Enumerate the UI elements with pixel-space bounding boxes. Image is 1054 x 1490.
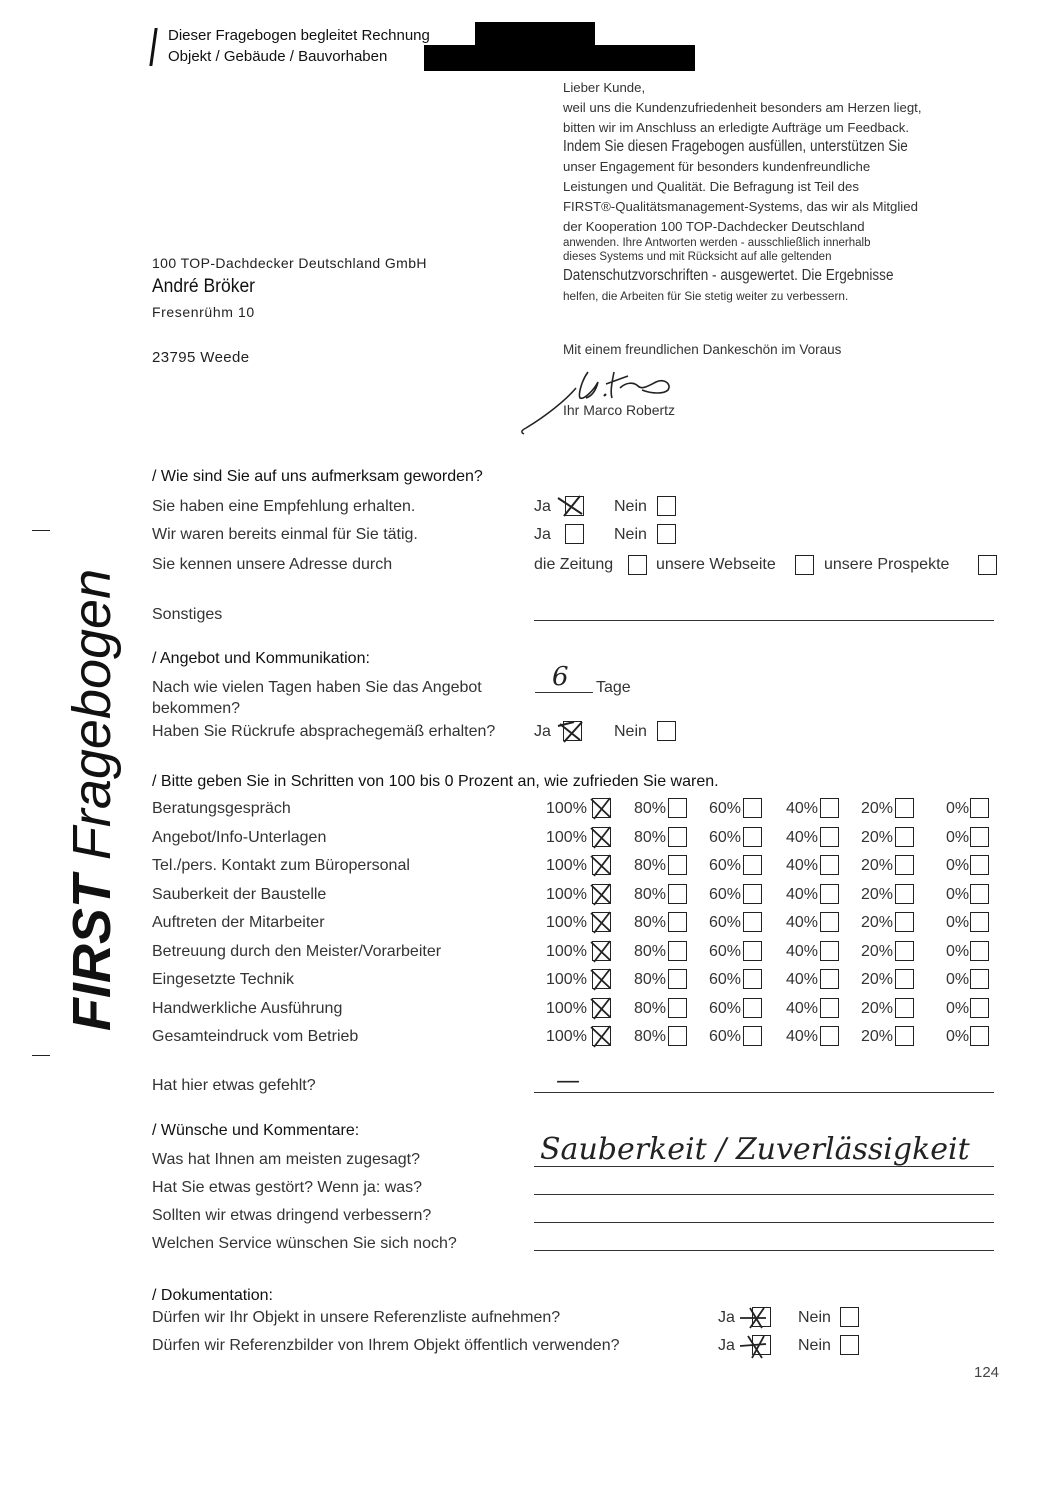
rating-checkbox[interactable] [970, 827, 989, 847]
rating-row-label: Betreuung durch den Meister/Vorarbeiter [152, 943, 442, 960]
sonstiges-label: Sonstiges [152, 606, 223, 623]
section-heading-kommentare: / Wünsche und Kommentare: [152, 1122, 360, 1139]
rating-checkbox[interactable] [895, 1026, 914, 1046]
rating-level-label: 80% [634, 886, 667, 903]
rating-level-label: 20% [861, 1028, 894, 1045]
rating-checkbox[interactable] [820, 827, 839, 847]
rating-level-label: 100% [546, 943, 587, 960]
rating-row-label: Tel./pers. Kontakt zum Büropersonal [152, 857, 410, 874]
rating-level-label: 100% [546, 914, 587, 931]
rating-checkbox[interactable] [743, 998, 762, 1018]
letter-line: FIRST®-Qualitätsmanagement-Systems, das wir als Mitglied [563, 198, 918, 214]
letter-body [563, 78, 1033, 305]
section-heading-dokumentation: / Dokumentation: [152, 1287, 273, 1304]
section-heading-angebot: / Angebot und Kommunikation: [152, 650, 370, 667]
rating-level-label: 20% [861, 886, 894, 903]
rating-level-label: 20% [861, 1000, 894, 1017]
letter-line: der Kooperation 100 TOP-Dachdecker Deutschland [563, 218, 865, 234]
rating-level-label: 40% [786, 1028, 819, 1045]
check-mark-x [588, 1023, 614, 1049]
rating-checkbox[interactable] [668, 912, 687, 932]
rating-level-label: 100% [546, 1028, 587, 1045]
rating-checkbox[interactable] [820, 798, 839, 818]
section-heading-zufriedenheit: / Bitte geben Sie in Schritten von 100 bis 0 Prozent an, wie zufrieden Sie waren. [152, 773, 719, 790]
ja-label: Ja [718, 1309, 735, 1326]
rating-level-label: 0% [946, 829, 970, 846]
rating-checkbox[interactable] [668, 798, 687, 818]
rating-checkbox[interactable] [895, 827, 914, 847]
ja-label: Ja [718, 1337, 735, 1354]
rating-level-label: 100% [546, 857, 587, 874]
rating-level-label: 0% [946, 1028, 970, 1045]
rating-level-label: 80% [634, 971, 667, 988]
check-mark-x [588, 852, 614, 878]
question-verbessern: Sollten wir etwas dringend verbessern? [152, 1207, 432, 1224]
checkbox-referenzliste-nein[interactable] [840, 1307, 859, 1327]
rating-checkbox[interactable] [743, 912, 762, 932]
gestoert-input-line[interactable] [534, 1194, 994, 1195]
rating-level-label: 80% [634, 1028, 667, 1045]
rating-level-label: 60% [709, 1000, 742, 1017]
rating-level-label: 0% [946, 886, 970, 903]
rating-checkbox[interactable] [970, 855, 989, 875]
rating-checkbox[interactable] [970, 884, 989, 904]
check-mark-x [736, 1304, 774, 1330]
letter-line: dieses Systems und mit Rücksicht auf alle geltenden [563, 251, 832, 264]
redaction-object [424, 45, 695, 71]
rating-level-label: 40% [786, 829, 819, 846]
question-gefehlt: Hat hier etwas gefehlt? [152, 1077, 316, 1094]
rating-level-label: 100% [546, 800, 587, 817]
question-bereits-taetig: Wir waren bereits einmal für Sie tätig. [152, 526, 418, 543]
nein-label: Nein [614, 723, 647, 740]
rating-checkbox[interactable] [743, 941, 762, 961]
rating-level-label: 0% [946, 1000, 970, 1017]
rating-level-label: 40% [786, 886, 819, 903]
rating-level-label: 80% [634, 943, 667, 960]
rating-level-label: 80% [634, 1000, 667, 1017]
signature [516, 360, 686, 436]
rating-level-label: 100% [546, 829, 587, 846]
rating-checkbox[interactable] [970, 1026, 989, 1046]
rating-checkbox[interactable] [820, 969, 839, 989]
ja-label: Ja [534, 723, 551, 740]
rating-checkbox[interactable] [820, 1026, 839, 1046]
rating-level-label: 20% [861, 857, 894, 874]
rating-level-label: 20% [861, 829, 894, 846]
side-title [61, 569, 123, 1031]
nein-label: Nein [614, 526, 647, 543]
rating-checkbox[interactable] [668, 884, 687, 904]
rating-level-label: 40% [786, 914, 819, 931]
section-heading-aufmerksam: / Wie sind Sie auf uns aufmerksam geworden? [152, 468, 483, 485]
option-zeitung-label: die Zeitung [534, 556, 614, 573]
rating-row-label: Auftreten der Mitarbeiter [152, 914, 325, 931]
rating-checkbox[interactable] [743, 884, 762, 904]
check-mark-x [588, 995, 614, 1021]
rating-level-label: 20% [861, 800, 894, 817]
option-prospekte-label: unsere Prospekte [824, 556, 950, 573]
rating-checkbox[interactable] [668, 827, 687, 847]
rating-level-label: 100% [546, 1000, 587, 1017]
letter-line: weil uns die Kundenzufriedenheit besonders am Herzen liegt, [563, 99, 922, 115]
rating-checkbox[interactable] [970, 912, 989, 932]
side-title-bold: FIRST [62, 875, 122, 1032]
check-mark-x [556, 718, 586, 744]
header-slash [149, 28, 157, 66]
option-webseite-label: unsere Webseite [656, 556, 776, 573]
sender-street: Fresenrühm 10 [152, 304, 255, 320]
nein-label: Nein [798, 1337, 831, 1354]
rating-checkbox[interactable] [970, 998, 989, 1018]
rating-row-label: Sauberkeit der Baustelle [152, 886, 327, 903]
rating-level-label: 80% [634, 914, 667, 931]
rating-level-label: 100% [546, 971, 587, 988]
checkbox-zeitung[interactable] [628, 555, 647, 575]
checkbox-empfehlung-nein[interactable] [657, 496, 676, 516]
service-input-line[interactable] [534, 1250, 994, 1251]
rating-checkbox[interactable] [820, 884, 839, 904]
ja-label: Ja [534, 498, 551, 515]
letter-line: Lieber Kunde, [563, 80, 646, 95]
letter-line: unser Engagement für besonders kundenfreundliche [563, 159, 871, 175]
side-title-light: Fragebogen [62, 568, 122, 876]
rating-level-label: 60% [709, 1028, 742, 1045]
check-mark-x [736, 1332, 774, 1360]
rating-checkbox[interactable] [895, 998, 914, 1018]
rating-level-label: 100% [546, 886, 587, 903]
rating-checkbox[interactable] [820, 912, 839, 932]
side-tick-top [32, 530, 50, 531]
zugesagt-input-line[interactable] [534, 1166, 994, 1167]
letter-thanks: Mit einem freundlichen Dankeschön im Voraus [563, 342, 842, 357]
rating-level-label: 60% [709, 971, 742, 988]
rating-level-label: 20% [861, 943, 894, 960]
rating-level-label: 20% [861, 914, 894, 931]
side-tick-bottom [32, 1055, 50, 1056]
rating-checkbox[interactable] [970, 969, 989, 989]
check-mark-x [588, 881, 614, 907]
rating-level-label: 80% [634, 800, 667, 817]
question-zugesagt: Was hat Ihnen am meisten zugesagt? [152, 1151, 420, 1168]
rating-checkbox[interactable] [743, 855, 762, 875]
rating-checkbox[interactable] [668, 941, 687, 961]
sender-company: 100 TOP-Dachdecker Deutschland GmbH [152, 255, 427, 271]
rating-checkbox[interactable] [970, 941, 989, 961]
header-invoice-label: Dieser Fragebogen begleitet Rechnung [168, 27, 430, 44]
rating-level-label: 0% [946, 914, 970, 931]
rating-level-label: 40% [786, 971, 819, 988]
letter-line: helfen, die Arbeiten für Sie stetig weiter zu verbessern. [563, 289, 849, 304]
rating-level-label: 60% [709, 857, 742, 874]
rating-checkbox[interactable] [820, 941, 839, 961]
rating-row-label: Handwerkliche Ausführung [152, 1000, 343, 1017]
rating-checkbox[interactable] [820, 855, 839, 875]
question-service: Welchen Service wünschen Sie sich noch? [152, 1235, 457, 1252]
letter-line: Indem Sie diesen Fragebogen ausfüllen, unterstützen Sie [563, 138, 908, 156]
rating-level-label: 40% [786, 1000, 819, 1017]
rating-row-label: Angebot/Info-Unterlagen [152, 829, 327, 846]
rating-level-label: 60% [709, 914, 742, 931]
days-input-line[interactable] [535, 692, 593, 693]
rating-level-label: 0% [946, 943, 970, 960]
check-mark-x [588, 966, 614, 992]
checkbox-webseite[interactable] [795, 555, 814, 575]
checkbox-bereits-nein[interactable] [657, 524, 676, 544]
rating-row-label: Gesamteindruck vom Betrieb [152, 1028, 359, 1045]
rating-checkbox[interactable] [743, 1026, 762, 1046]
checkbox-bereits-ja[interactable] [565, 524, 584, 544]
sonstiges-input-line[interactable] [534, 620, 994, 621]
rating-checkbox[interactable] [895, 969, 914, 989]
rating-checkbox[interactable] [895, 855, 914, 875]
checkbox-rueckrufe-nein[interactable] [657, 721, 676, 741]
nein-label: Nein [614, 498, 647, 515]
ja-label: Ja [534, 526, 551, 543]
check-mark-x [588, 824, 614, 850]
page-number: 124 [974, 1364, 1000, 1381]
letter-signoff: Ihr Marco Robertz [563, 402, 676, 418]
nein-label: Nein [798, 1309, 831, 1326]
gefehlt-answer: — [556, 1066, 580, 1094]
rating-checkbox[interactable] [668, 969, 687, 989]
days-unit: Tage [596, 679, 631, 696]
check-mark-x [556, 494, 586, 518]
rating-checkbox[interactable] [895, 798, 914, 818]
gefehlt-input-line[interactable] [534, 1092, 994, 1093]
rating-level-label: 60% [709, 829, 742, 846]
rating-checkbox[interactable] [668, 998, 687, 1018]
rating-level-label: 40% [786, 800, 819, 817]
rating-checkbox[interactable] [668, 1026, 687, 1046]
rating-checkbox[interactable] [743, 969, 762, 989]
verbessern-input-line[interactable] [534, 1222, 994, 1223]
question-angebot-tage-cont: bekommen? [152, 700, 241, 717]
sender-name: André Bröker [152, 276, 255, 297]
question-referenzbilder: Dürfen wir Referenzbilder von Ihrem Objekt öffentlich verwenden? [152, 1337, 620, 1354]
rating-level-label: 80% [634, 857, 667, 874]
rating-level-label: 80% [634, 829, 667, 846]
letter-line: bitten wir im Anschluss an erledigte Aufträge um Feedback. [563, 119, 909, 135]
answer-zugesagt: Sauberkeit / Zuverlässigkeit [540, 1132, 970, 1167]
rating-level-label: 0% [946, 857, 970, 874]
rating-row-label: Beratungsgespräch [152, 800, 291, 817]
question-rueckrufe: Haben Sie Rückrufe absprachegemäß erhalten? [152, 723, 496, 740]
question-angebot-tage: Nach wie vielen Tagen haben Sie das Angebot [152, 679, 482, 696]
question-adresse: Sie kennen unsere Adresse durch [152, 556, 393, 573]
letter-line: Leistungen und Qualität. Die Befragung ist Teil des [563, 178, 859, 194]
rating-level-label: 0% [946, 971, 970, 988]
rating-level-label: 40% [786, 857, 819, 874]
rating-checkbox[interactable] [743, 827, 762, 847]
rating-checkbox[interactable] [743, 798, 762, 818]
rating-checkbox[interactable] [895, 884, 914, 904]
rating-checkbox[interactable] [895, 912, 914, 932]
letter-line: anwenden. Ihre Antworten werden - ausschließlich innerhalb [563, 237, 871, 250]
letter-line: Datenschutzvorschriften - ausgewertet. Die Ergebnisse [563, 267, 894, 285]
rating-level-label: 60% [709, 800, 742, 817]
question-referenzliste: Dürfen wir Ihr Objekt in unsere Referenzliste aufnehmen? [152, 1309, 561, 1326]
rating-level-label: 20% [861, 971, 894, 988]
rating-level-label: 40% [786, 943, 819, 960]
rating-checkbox[interactable] [820, 998, 839, 1018]
rating-checkbox[interactable] [668, 855, 687, 875]
rating-level-label: 0% [946, 800, 970, 817]
question-gestoert: Hat Sie etwas gestört? Wenn ja: was? [152, 1179, 423, 1196]
check-mark-x [588, 909, 614, 935]
rating-level-label: 60% [709, 943, 742, 960]
checkbox-referenzbilder-nein[interactable] [840, 1335, 859, 1355]
checkbox-prospekte[interactable] [978, 555, 997, 575]
question-empfehlung: Sie haben eine Empfehlung erhalten. [152, 498, 416, 515]
rating-level-label: 60% [709, 886, 742, 903]
rating-checkbox[interactable] [970, 798, 989, 818]
days-answer: 6 [552, 662, 569, 692]
check-mark-x [588, 795, 614, 821]
rating-row-label: Eingesetzte Technik [152, 971, 295, 988]
header-object-label: Objekt / Gebäude / Bauvorhaben [168, 48, 388, 65]
check-mark-x [588, 938, 614, 964]
sender-city: 23795 Weede [152, 349, 250, 366]
rating-checkbox[interactable] [895, 941, 914, 961]
